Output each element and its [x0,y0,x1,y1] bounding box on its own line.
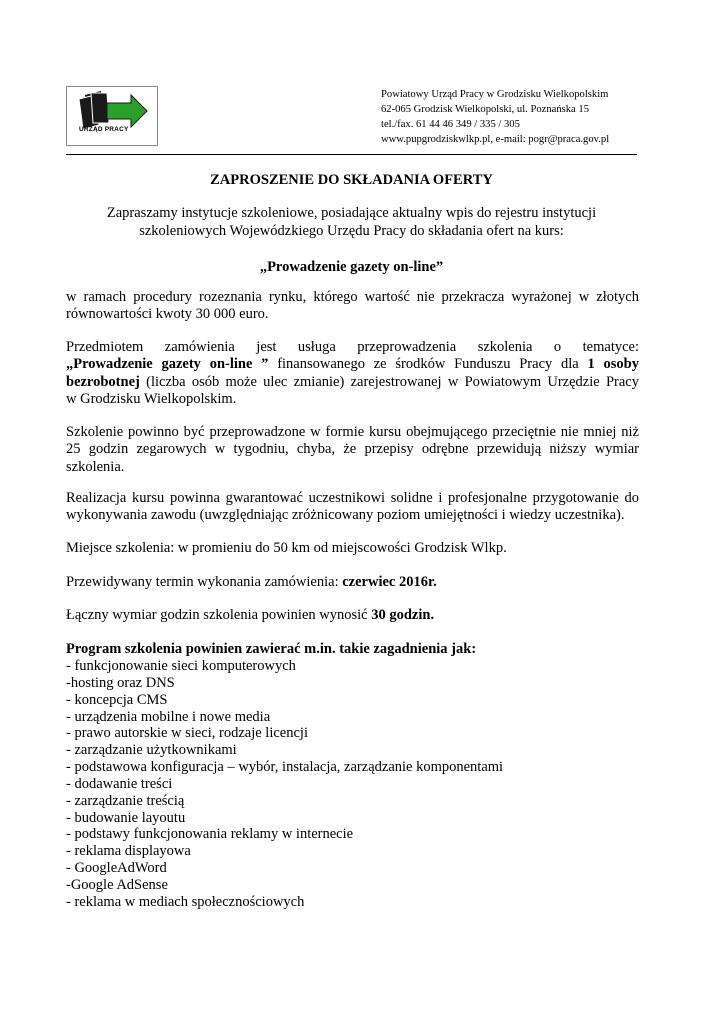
contact-block [381,87,701,147]
list-item: - koncepcja CMS [66,691,168,708]
training-term [66,574,437,591]
program-list [66,658,503,911]
list-item: - podstawy funkcjonowania reklamy w internecie [66,826,354,843]
paragraph-subject [66,339,639,408]
list-item: - dodawanie treści [66,775,173,792]
contact-line-phone: tel./fax. 61 44 46 349 / 335 / 305 [381,119,520,130]
list-item: -hosting oraz DNS [66,674,175,691]
paragraph-line: w Grodzisku Wielkopolskim. [66,390,237,407]
contact-line-web-email: www.pupgrodziskwlkp.pl, e-mail: pogr@praca.gov.pl [381,134,610,145]
list-item: - GoogleAdWord [66,860,167,877]
hours-value: 30 godzin. [371,607,435,623]
paragraph-line [66,356,639,373]
list-item: - podstawowa konfiguracja – wybór, instalacja, zarządzanie komponentami [66,759,504,776]
paragraph-line: równowartości kwoty 30 000 euro. [66,306,269,323]
program-heading: Program szkolenia powinien zawierać m.in. takie zagadnienia jak: [66,641,477,657]
header-divider [66,154,637,155]
funding-text: finansowanego ze środków Funduszu Pracy dla [268,356,588,373]
term-label: Przewidywany termin wykonania zamówienia: [66,574,343,590]
paragraph-line: Szkolenie powinno być przeprowadzone w formie kursu obejmującego przeciętnie nie mniej niż [66,424,639,440]
logo-text: URZĄD PRACY [79,126,129,133]
logo-graphic [67,87,157,145]
person-count-bold: 1 osoby [587,356,639,373]
hours-label: Łączny wymiar godzin szkolenia powinien wynosić [66,607,372,623]
paragraph-procedure [66,289,639,324]
paragraph-line: Przedmiotem zamówienia jest usługa przeprowadzenia szkolenia o tematyce: [66,339,639,355]
list-item: - budowanie layoutu [66,809,186,826]
contact-line-office: Powiatowy Urząd Pracy w Grodzisku Wielkopolskim [381,89,609,100]
course-title: „Prowadzenie gazety on-line” [259,259,444,275]
paragraph-line: Realizacja kursu powinna gwarantować uczestnikowi solidne i profesjonalne przygotowanie do [66,490,639,506]
list-item: - reklama w mediach społecznościowych [66,893,305,910]
paragraph-line: szkolenia. [66,458,125,475]
course-name-bold: „Prowadzenie gazety on-line ” [66,356,269,373]
document-title: ZAPROSZENIE DO SKŁADANIA OFERTY [210,172,493,188]
training-place: Miejsce szkolenia: w promieniu do 50 km od miejscowości Grodzisk Wlkp. [66,540,507,556]
list-item: - urządzenia mobilne i nowe media [66,708,271,725]
paragraph-realization [66,490,639,525]
training-hours [66,607,434,624]
contact-line-address: 62-065 Grodzisk Wielkopolski, ul. Poznańska 15 [381,104,589,115]
list-item: - zarządzanie treścią [66,792,185,809]
paragraph-line: w ramach procedury rozeznania rynku, którego wartość nie przekracza wyrażonej w złotych [66,289,639,305]
intro-paragraph [66,205,637,240]
list-item: -Google AdSense [66,876,168,893]
paragraph-line: 25 godzin zegarowych w tygodniu, chyba, że przepisy odrębne przewidują niższy wymiar [66,441,639,458]
unemployed-bold: bezrobotnej [66,373,140,390]
term-value: czerwiec 2016r. [342,574,437,590]
urzad-pracy-logo [66,86,158,146]
list-item: - prawo autorskie w sieci, rodzaje licencji [66,725,308,742]
paragraph-line [66,374,639,391]
intro-line: Zapraszamy instytucje szkoleniowe, posiadające aktualny wpis do rejestru instytucji [106,205,597,221]
paragraph-duration [66,424,639,476]
list-item: - funkcjonowanie sieci komputerowych [66,658,296,674]
registration-text: (liczba osób może ulec zmianie) zarejestrowanej w Powiatowym Urzędzie Pracy [139,373,639,390]
paragraph-line: wykonywania zawodu (uwzględniając zróżnicowany poziom umiejętności i wiedzy uczestnika). [66,507,625,524]
intro-line: szkoleniowych Wojewódzkiego Urzędu Pracy do składania ofert na kurs: [139,222,564,239]
list-item: - zarządzanie użytkownikami [66,742,237,759]
list-item: - reklama displayowa [66,843,191,860]
